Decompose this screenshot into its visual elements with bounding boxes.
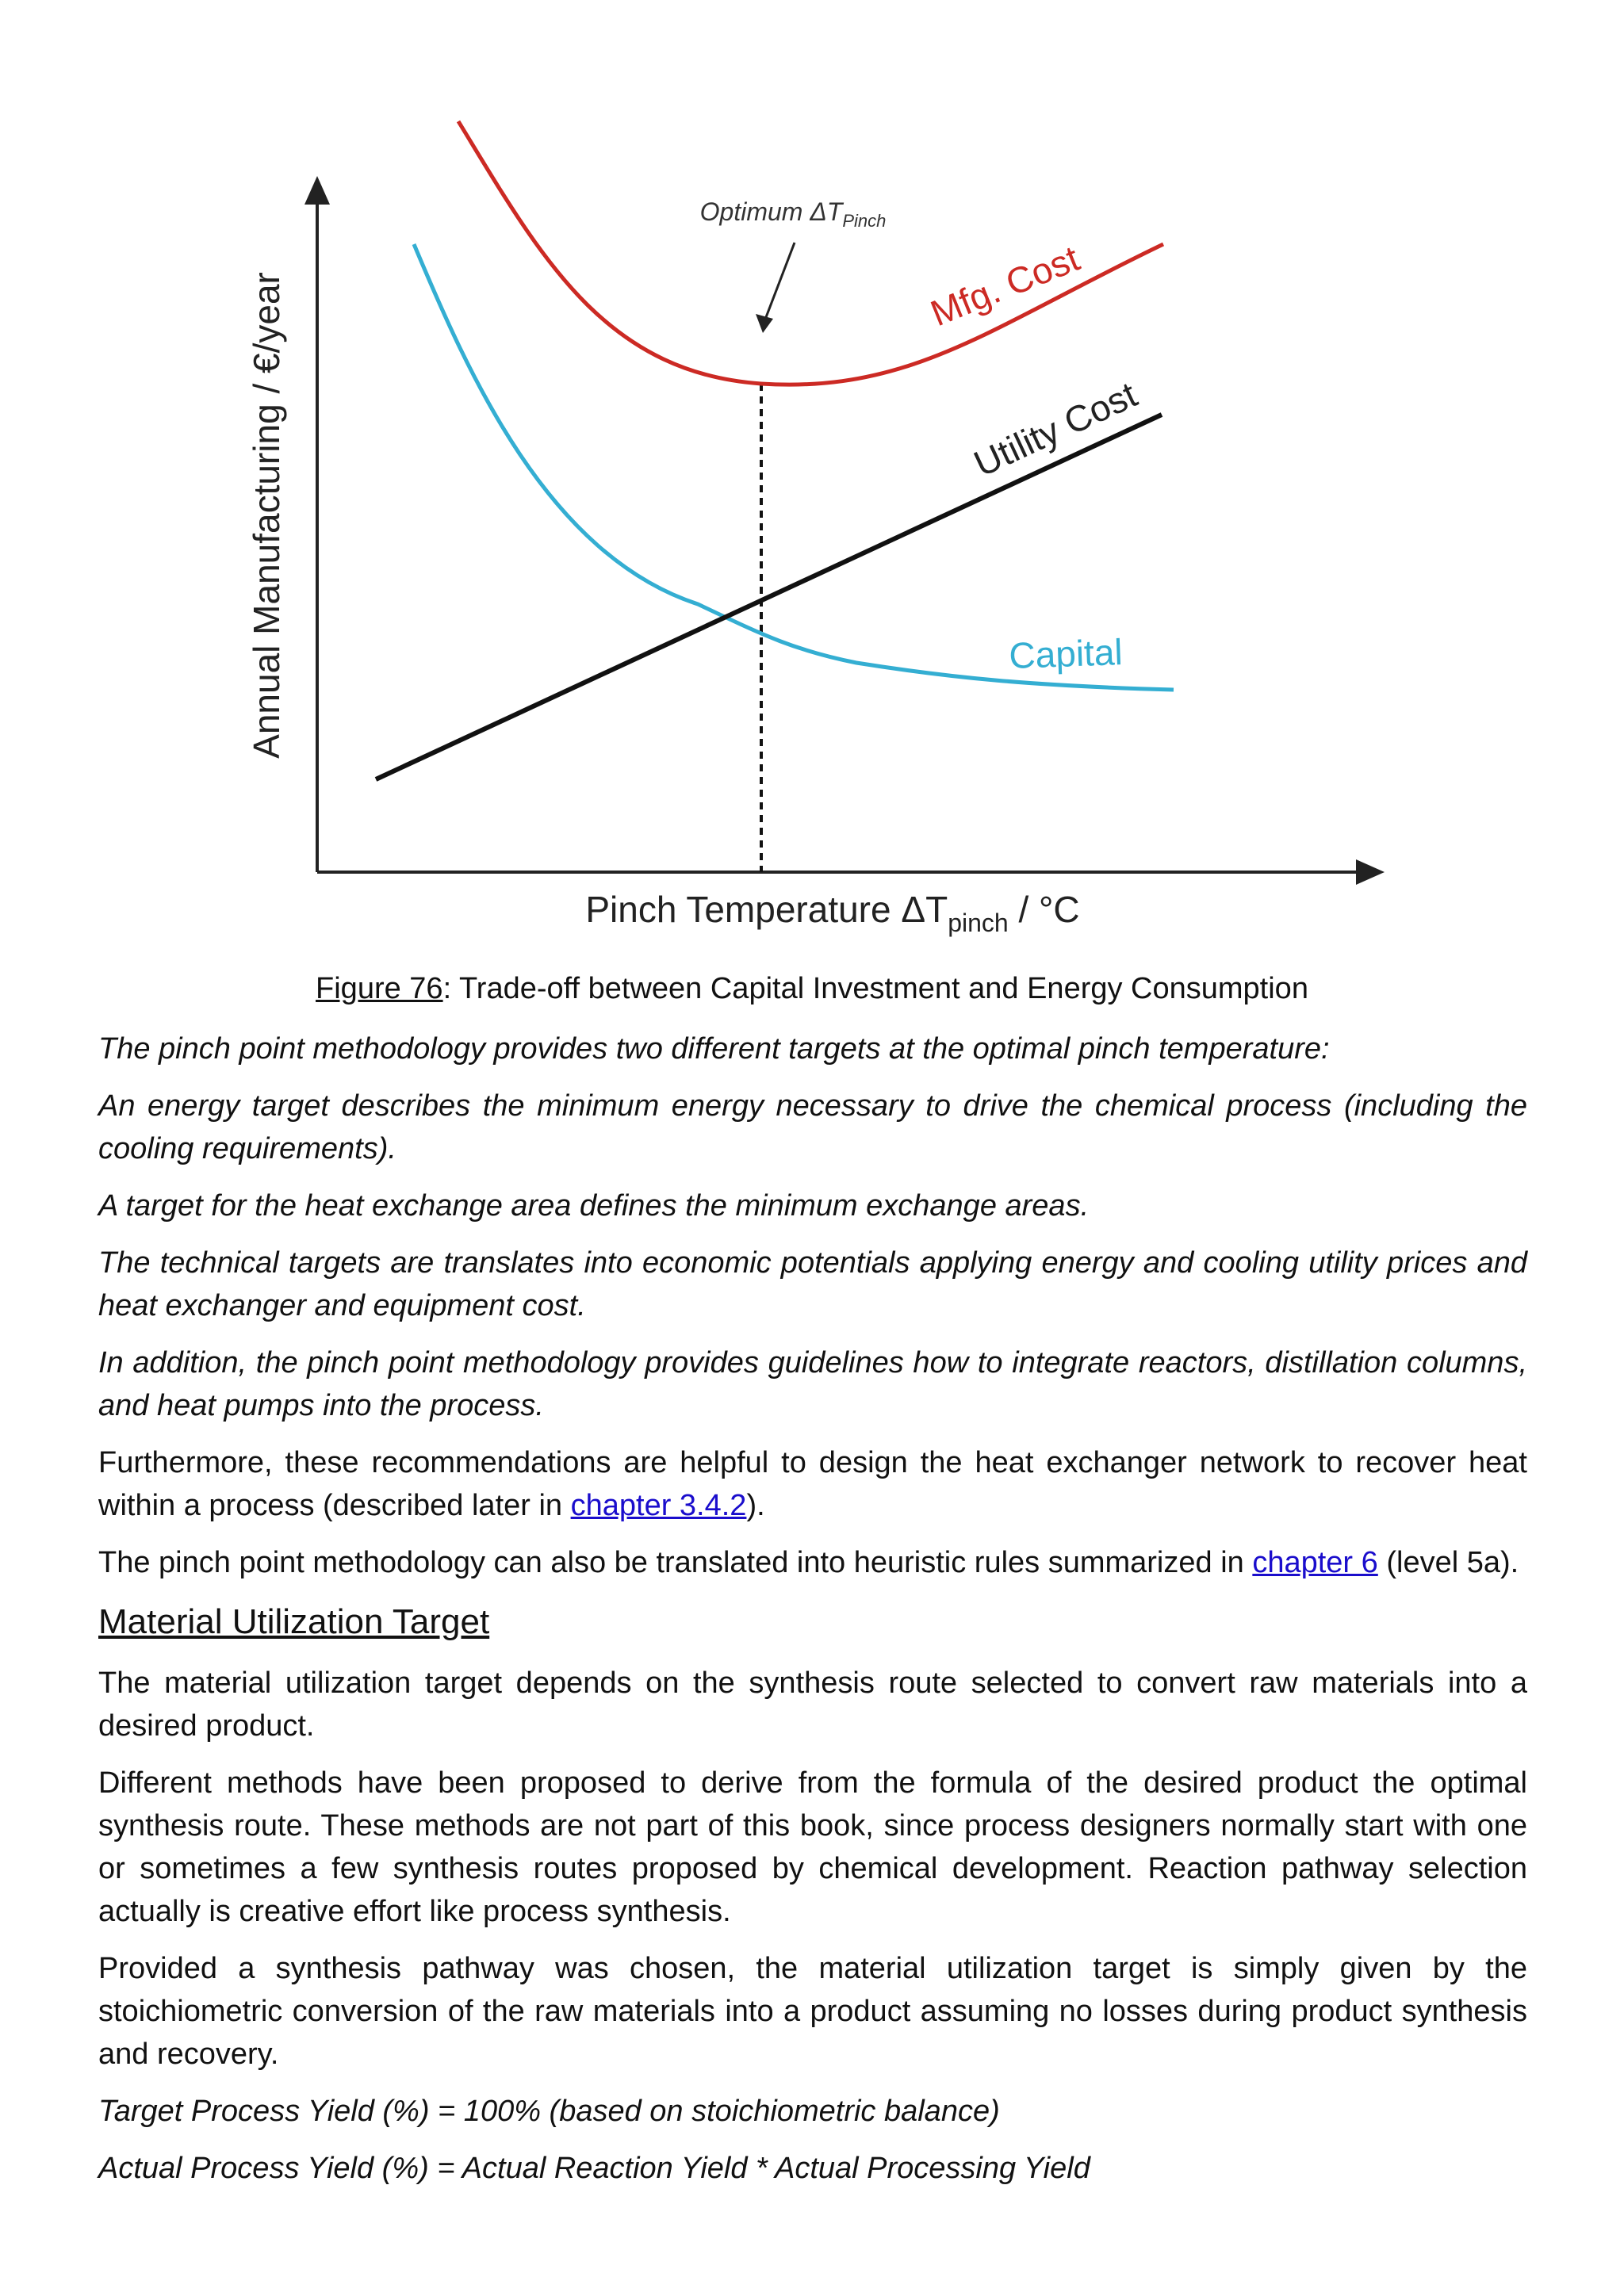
- formula-actual-yield: Actual Process Yield (%) = Actual Reaction Yield * Actual Processing Yield: [98, 2152, 1090, 2185]
- capital-label: Capital: [1008, 631, 1124, 676]
- paragraph: In addition, the pinch point methodology provides guidelines how to integrate reactors, distillation columns, and heat pumps into the process.: [98, 1346, 1527, 1422]
- utility-cost-line: [376, 415, 1162, 779]
- paragraph: The pinch point methodology can also be translated into heuristic rules summarized in chapter 6 (level 5a).: [98, 1546, 1519, 1579]
- figure-caption: [0, 969, 1624, 1008]
- paragraph: An energy target describes the minimum energy necessary to drive the chemical process (including the cooling requirements).: [98, 1089, 1527, 1165]
- paragraph: Furthermore, these recommendations are helpful to design the heat exchanger network to recover heat within a process (described later in chapter 3.4.2).: [98, 1446, 1527, 1522]
- optimum-label: Optimum $\Delta T_{Pinch}$: [699, 197, 887, 231]
- optimum-pointer-arrowhead: [756, 314, 773, 333]
- body-text: [98, 1027, 1527, 2204]
- paragraph: Provided a synthesis pathway was chosen, the material utilization target is simply given by the stoichiometric conversion of the raw materials into a product assuming no losses during product synthesis and recovery.: [98, 1952, 1527, 2071]
- paragraph: The technical targets are translates into economic potentials applying energy and cooling utility prices and heat exchanger and equipment cost.: [98, 1246, 1527, 1322]
- tradeoff-figure: [0, 0, 1624, 943]
- x-axis-label: Pinch Temperature $\Delta T_{pinch} / ^\circ C$: [585, 889, 1080, 937]
- utility-cost-label: Utility Cost: [967, 373, 1143, 485]
- paragraph: Different methods have been proposed to derive from the formula of the desired product the optimal synthesis route. These methods are not part of this book, since process designers normally start with one or sometimes a few synthesis routes proposed by chemical development. Reaction pathway selection actually is creative effort like process synthesis.: [98, 1766, 1527, 1928]
- paragraph: The pinch point methodology provides two different targets at the optimal pinch temperature:: [98, 1032, 1330, 1066]
- caption-text: : Trade-off between Capital Investment and Energy Consumption: [442, 972, 1308, 1005]
- capital-curve: [414, 244, 1174, 690]
- y-axis-label: Annual Manufacturing / €/year: [246, 272, 287, 759]
- formula-target-yield: Target Process Yield (%) = 100% (based on stoichiometric balance): [98, 2095, 1000, 2128]
- section-heading: Material Utilization Target: [98, 1602, 490, 1641]
- chapter-6-link[interactable]: chapter 6: [1252, 1546, 1378, 1579]
- figure-reference: Figure 76: [316, 972, 443, 1005]
- chapter-3-4-2-link[interactable]: chapter 3.4.2: [570, 1489, 747, 1522]
- paragraph: The material utilization target depends on the synthesis route selected to convert raw materials into a desired product.: [98, 1667, 1527, 1743]
- paragraph: A target for the heat exchange area defines the minimum exchange areas.: [98, 1189, 1090, 1223]
- optimum-pointer-arrow: [764, 243, 795, 323]
- mfg-cost-label: Mfg. Cost: [925, 237, 1086, 335]
